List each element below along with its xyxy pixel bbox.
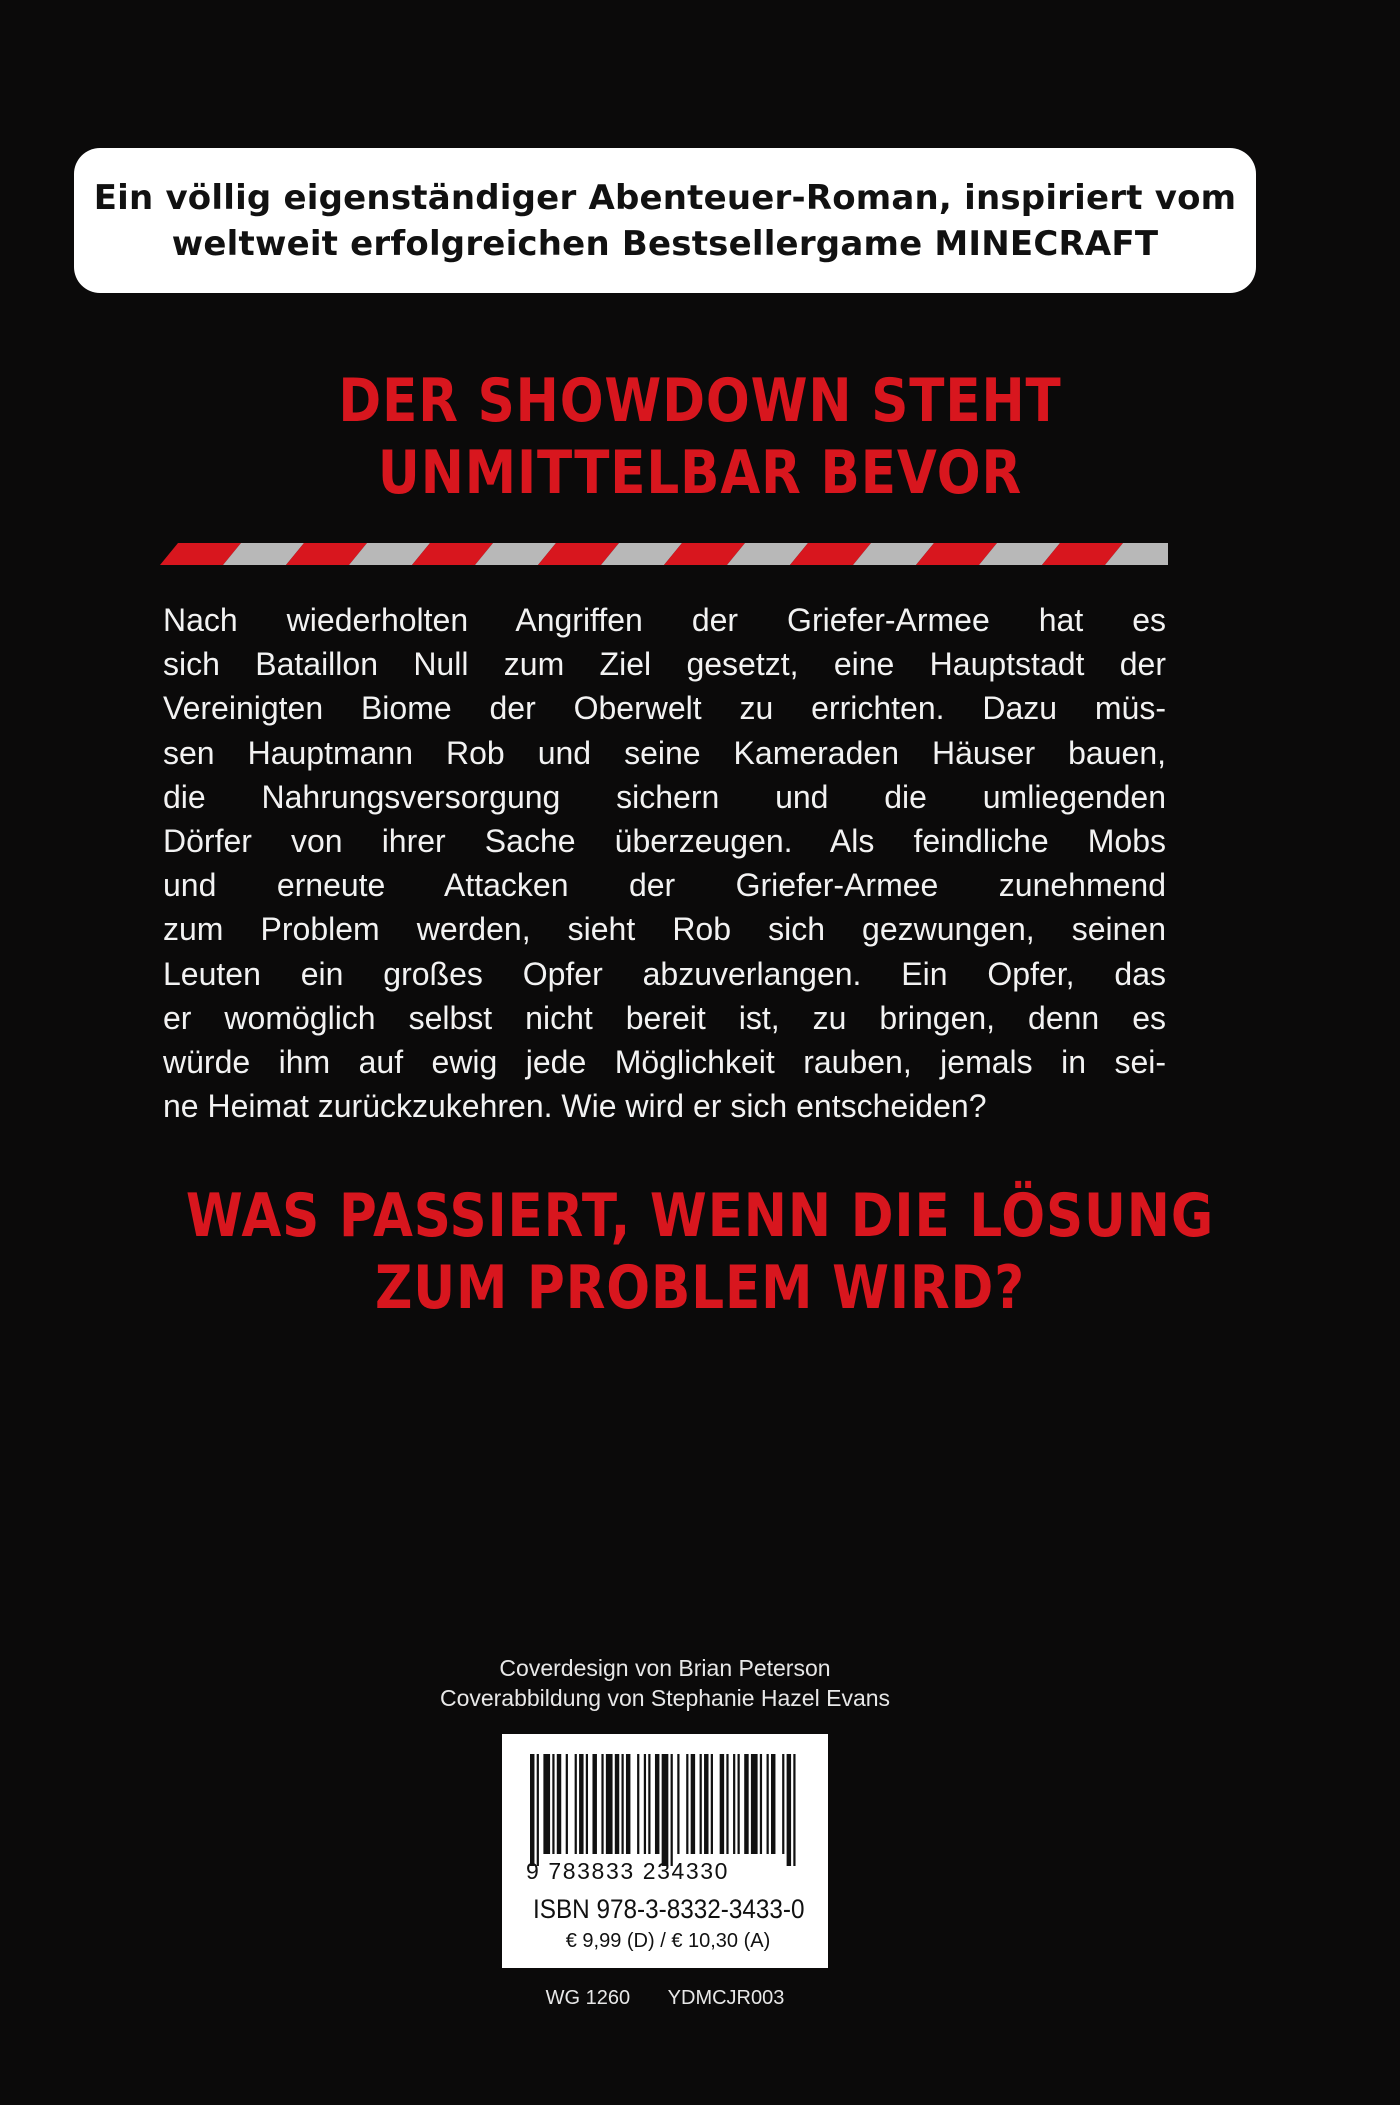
barcode-bar	[537, 1754, 539, 1866]
barcode-bar	[771, 1754, 775, 1854]
price-label: € 9,99 (D) / € 10,30 (A)	[565, 1930, 771, 1952]
barcode-bar	[557, 1754, 561, 1854]
blurb-line: zum Problem werden, sieht Rob sich gezwungen, seinen	[163, 911, 1166, 948]
barcode-bar	[552, 1754, 554, 1854]
blurb-line: die Nahrungsversorgung sichern und die umliegenden	[163, 778, 1166, 815]
barcode-bar	[579, 1754, 583, 1854]
barcode-bar	[626, 1754, 630, 1854]
barcode-bar	[671, 1754, 673, 1866]
barcode-bar	[700, 1754, 702, 1854]
headline-bottom-line-2: ZUM PROBLEM WIRD?	[374, 1253, 1026, 1323]
tagline-line-2: weltweit erfolgreichen Bestsellergame MINECRAFT	[171, 223, 1159, 264]
barcode-bar	[793, 1754, 795, 1866]
barcode-bar	[601, 1754, 603, 1854]
barcode-bar	[787, 1754, 791, 1866]
coverdesign-credit: Coverdesign von Brian Peterson	[499, 1655, 831, 1681]
headline-top-line-2: UNMITTELBAR BEVOR	[377, 438, 1023, 508]
blurb-line: Nach wiederholten Angriffen der Griefer-Armee hat es	[163, 602, 1166, 638]
barcode-bar	[621, 1754, 623, 1854]
barcode-bar	[751, 1754, 758, 1854]
wg-code: WG 1260	[545, 1987, 631, 2009]
barcode-bar	[648, 1754, 650, 1854]
barcode-digits: 9 783833 234330	[526, 1858, 730, 1884]
isbn-number: ISBN 978-3-8332-3433-0	[533, 1894, 805, 1924]
barcode-bar	[637, 1754, 639, 1854]
barcode-icon	[530, 1754, 800, 1866]
blurb-line: sen Hauptmann Rob und seine Kameraden Häuser bauen,	[163, 734, 1166, 771]
blurb-line: er womöglich selbst nicht bereit ist, zu bringen, denn es	[163, 999, 1166, 1036]
barcode-bar	[606, 1754, 613, 1854]
headline-bottom-line-1: WAS PASSIERT, WENN DIE LÖSUNG	[185, 1181, 1215, 1251]
barcode-bar	[644, 1754, 646, 1854]
blurb-line: sich Bataillon Null zum Ziel gesetzt, eine Hauptstadt der	[163, 646, 1166, 683]
barcode-bar	[662, 1754, 669, 1866]
blurb-line: Leuten ein großes Opfer abzuverlangen. Ein Opfer, das	[163, 955, 1166, 992]
barcode-bar	[782, 1754, 784, 1854]
blurb-line: würde ihm auf ewig jede Möglichkeit rauben, jemals in sei-	[163, 1044, 1166, 1081]
tagline-box	[74, 148, 1256, 293]
blurb-line: ne Heimat zurückzukehren. Wie wird er sich entscheiden?	[163, 1088, 987, 1125]
blurb-text	[163, 598, 1166, 1128]
barcode-bar	[575, 1754, 577, 1854]
barcode-box	[502, 1734, 828, 1968]
barcode-bar	[592, 1754, 596, 1854]
barcode-bar	[767, 1754, 769, 1854]
barcode-bar	[744, 1754, 748, 1854]
blurb-line: und erneute Attacken der Griefer-Armee zunehmend	[163, 867, 1166, 904]
barcode-bar	[615, 1754, 619, 1854]
barcode-bar	[655, 1754, 659, 1854]
barcode-bar	[566, 1754, 568, 1854]
illustration-credit: Coverabbildung von Stephanie Hazel Evans	[439, 1685, 891, 1711]
blurb-line: Dörfer von ihrer Sache überzeugen. Als feindliche Mobs	[163, 823, 1166, 860]
barcode-bar	[691, 1754, 695, 1854]
hazard-stripe-divider	[160, 543, 1168, 565]
product-codes	[0, 1987, 1330, 2010]
headline-bottom	[98, 1180, 1302, 1324]
headline-top-line-1: DER SHOWDOWN STEHT	[338, 366, 1062, 436]
product-code: YDMCJR003	[667, 1987, 785, 2009]
barcode-bar	[726, 1754, 728, 1854]
barcode-bar	[543, 1754, 550, 1854]
barcode-bar	[677, 1754, 679, 1854]
barcode-bar	[586, 1754, 588, 1854]
barcode-bar	[686, 1754, 688, 1854]
barcode-bar	[530, 1754, 534, 1866]
cover-credits	[0, 1653, 1330, 1713]
barcode-bar	[704, 1754, 708, 1854]
barcode-bar	[733, 1754, 735, 1854]
blurb-line: Vereinigten Biome der Oberwelt zu errichten. Dazu müs-	[163, 690, 1166, 727]
headline-top	[98, 365, 1302, 509]
barcode-bar	[711, 1754, 713, 1854]
barcode-bar	[720, 1754, 724, 1854]
barcode-bar	[738, 1754, 740, 1854]
barcode-bar	[760, 1754, 762, 1854]
tagline-line-1: Ein völlig eigenständiger Abenteuer-Roman, inspiriert vom	[93, 177, 1237, 218]
